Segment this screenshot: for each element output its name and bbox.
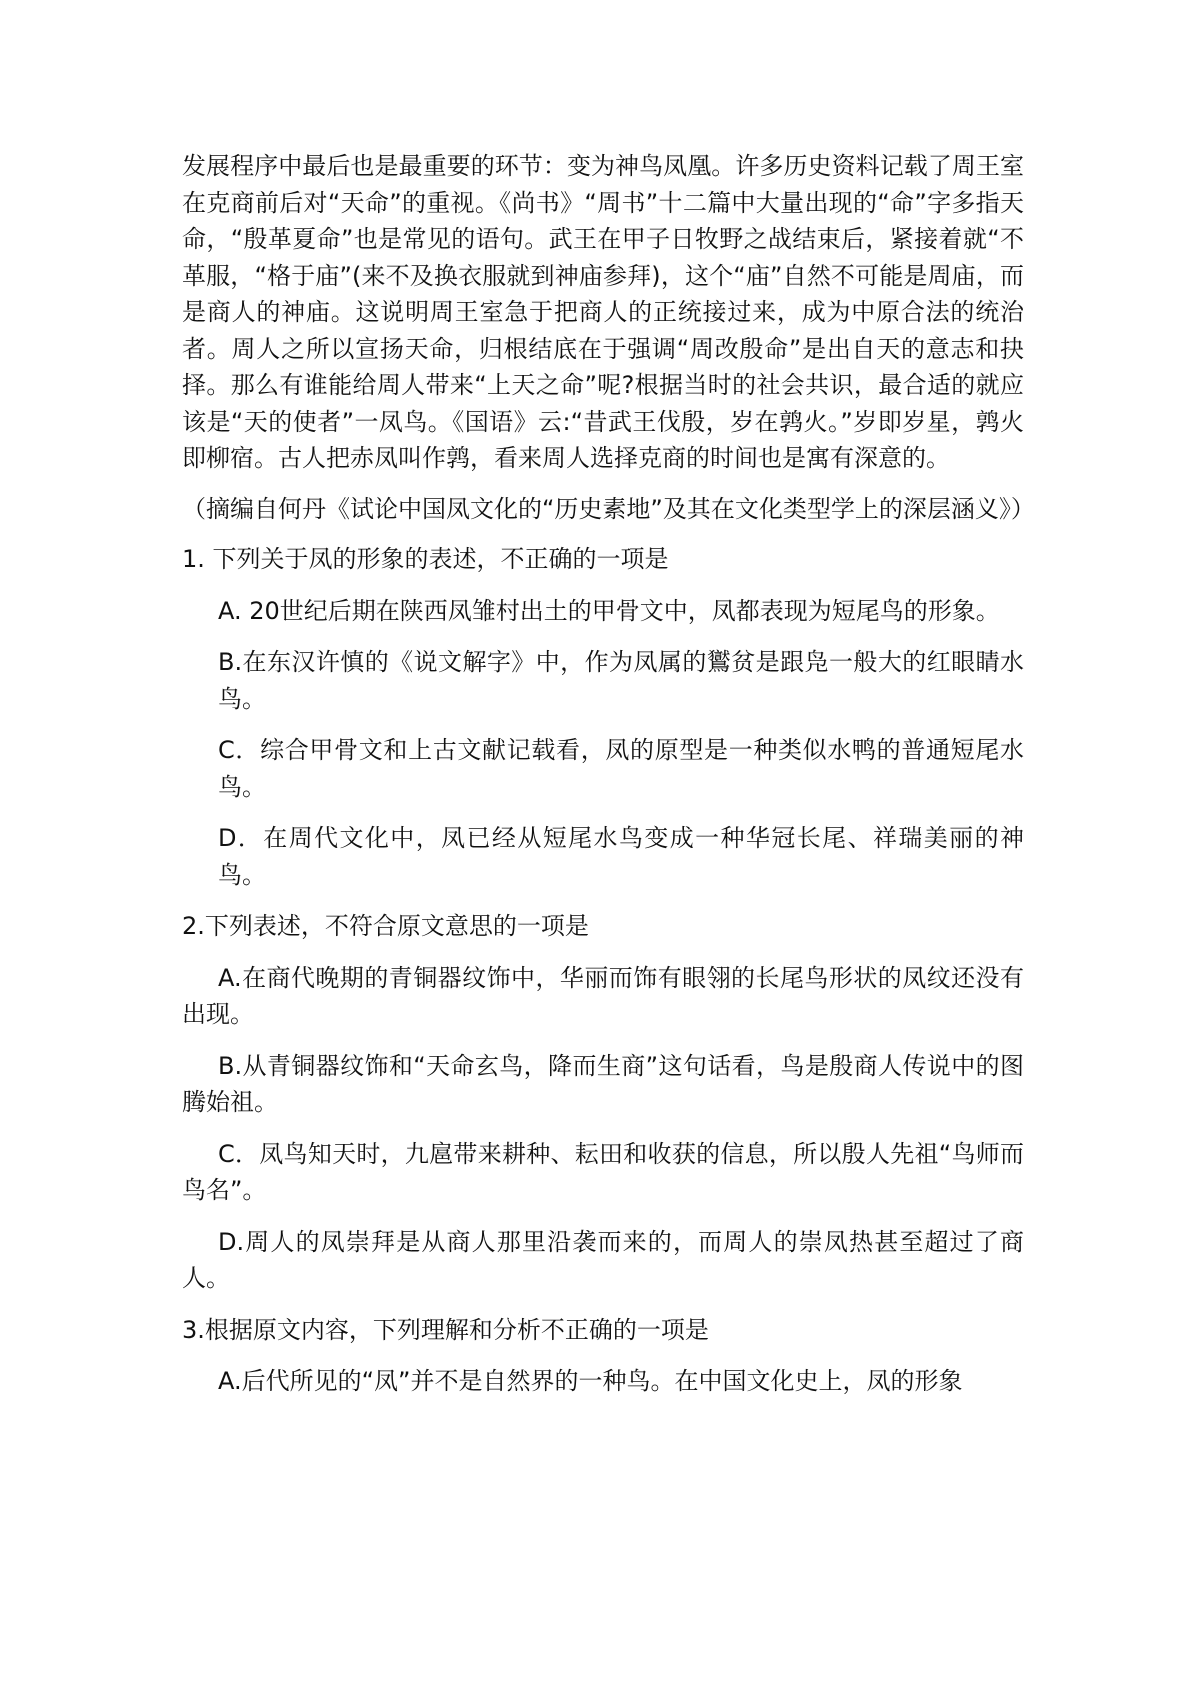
question-stem: 2.下列表述，不符合原文意思的一项是 — [182, 912, 589, 940]
option-a: A. 20世纪后期在陕西凤雏村出土的甲骨文中，凤都表现为短尾鸟的形象。 — [218, 596, 1000, 625]
option-c: C．综合甲骨文和上古文献记载看，凤的原型是一种类似水鸭的普通短尾水鸟。 — [218, 736, 1024, 801]
option-d: D．在周代文化中，凤已经从短尾水鸟变成一种华冠长尾、祥瑞美丽的神鸟。 — [218, 824, 1024, 889]
question-3 — [182, 1312, 1024, 1400]
option-a: A.后代所见的“凤”并不是自然界的一种鸟。在中国文化史上，凤的形象 — [218, 1367, 963, 1395]
intro-paragraph: 发展程序中最后也是最重要的环节：变为神鸟凤凰。许多历史资料记载了周王室在克商前后对“天命”的重视。《尚书》“周书”十二篇中大量出现的“命”字多指天命，“殷革夏命”也是常见的语句。武王在甲子日牧野之战结束后，紧接着就“不革服，“格于庙”(来不及换衣服就到神庙参拜)，这个“庙”自然不可能是周庙，而是商人的神庙。这说明周王室急于把商人的正统接过来，成为中原合法的统治者。周人之所以宣扬天命，归根结底在于强调“周改殷命”是出自天的意志和抉择。那么有谁能给周人带来“上天之命”呢?根据当时的社会共识，最合适的就应该是“天的使者”一凤鸟。《国语》云:“昔武王伐殷，岁在鹑火。”岁即岁星，鹑火即柳宿。古人把赤凤叫作鹑，看来周人选择克商的时间也是寓有深意的。 — [182, 152, 1024, 472]
option-b: B.在东汉许慎的《说文解字》中，作为凤属的鸑贫是跟凫一般大的红眼睛水鸟。 — [218, 648, 1024, 713]
option-a: A.在商代晚期的青铜器纹饰中，华丽而饰有眼翎的长尾鸟形状的凤纹还没有出现。 — [182, 963, 1024, 1028]
question-2 — [182, 908, 1024, 1297]
question-1 — [182, 541, 1024, 893]
option-c: C．凤鸟知天时，九扈带来耕种、耘田和收获的信息，所以殷人先祖“鸟师而鸟名”。 — [182, 1139, 1024, 1204]
question-stem: 1. 下列关于凤的形象的表述，不正确的一项是 — [182, 545, 669, 573]
question-stem: 3.根据原文内容，下列理解和分析不正确的一项是 — [182, 1315, 709, 1344]
source-citation: （摘编自何丹《试论中国凤文化的“历史素地”及其在文化类型学上的深层涵义》） — [182, 494, 1035, 523]
document-page — [182, 148, 1035, 1415]
option-d: D.周人的凤崇拜是从商人那里沿袭而来的，而周人的崇凤热甚至超过了商人。 — [182, 1227, 1024, 1292]
option-b: B.从青铜器纹饰和“天命玄鸟，降而生商”这句话看，鸟是殷商人传说中的图腾始祖。 — [182, 1051, 1024, 1116]
